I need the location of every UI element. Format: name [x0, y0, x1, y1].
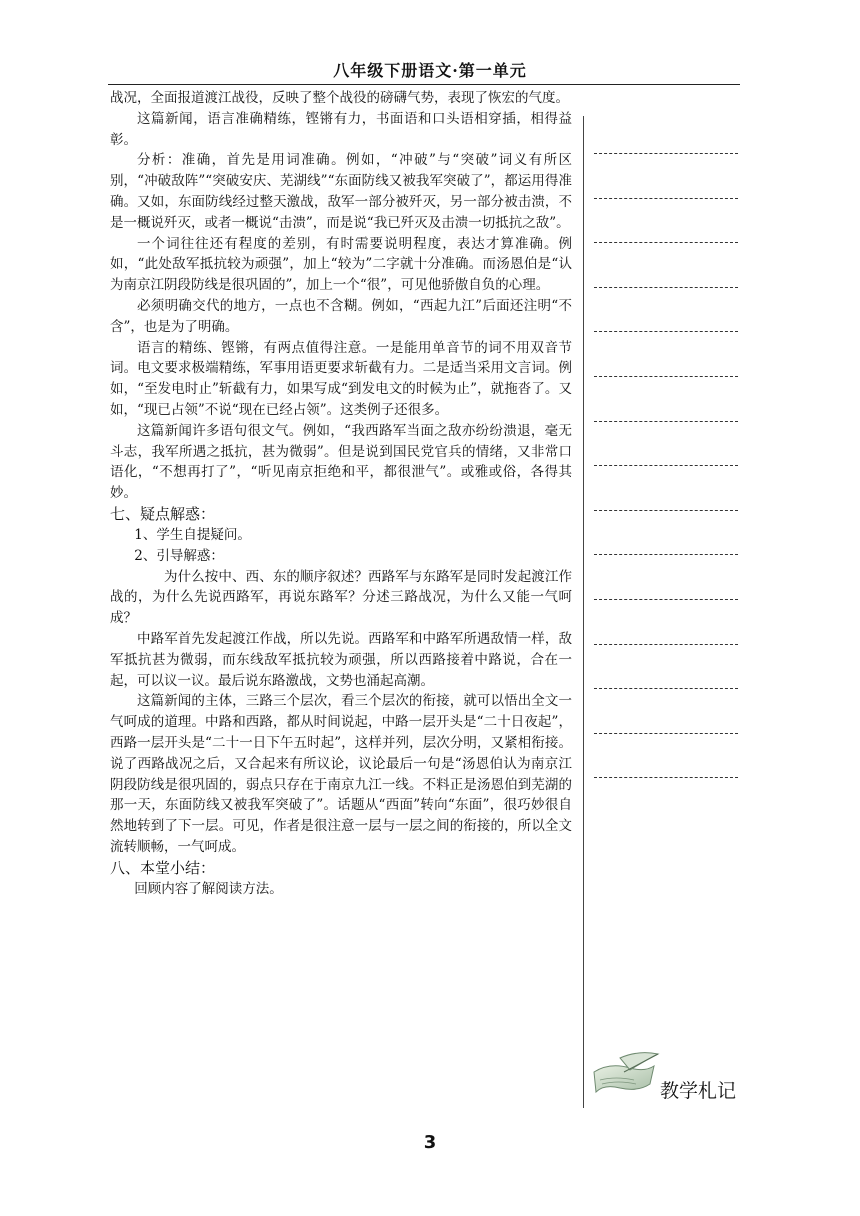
paragraph: 这篇新闻，语言准确精练，铿锵有力，书面语和口头语相穿插，相得益彰。: [110, 110, 572, 148]
note-line: [594, 554, 738, 555]
teaching-notes-label: 教学札记: [660, 1080, 737, 1102]
question-paragraph: 为什么按中、西、东的顺序叙述？西路军与东路军是同时发起渡江作战的，为什么先说西路军，再说东路军？分述三路战况，为什么又能一气呵成？: [110, 568, 572, 627]
paragraph: 一个词往往还有程度的差别，有时需要说明程度，表达才算准确。例如，“此处敌军抵抗较为顽强”，加上“较为”二字就十分准确。而汤恩伯是“认为南京江阴段防线是很巩固的”，加上一个“很”，可见他骄傲自负的心理。: [110, 235, 572, 294]
section-heading-7: 七、疑点解惑：: [110, 504, 216, 523]
note-line: [594, 510, 738, 511]
page-number: 3: [423, 1132, 437, 1153]
margin-divider: [583, 116, 584, 1108]
quill-paper-icon: [590, 1050, 660, 1102]
note-line: [594, 599, 738, 600]
teaching-notes-lines: [594, 153, 738, 822]
note-line: [594, 242, 738, 243]
note-line: [594, 421, 738, 422]
note-line: [594, 198, 738, 199]
list-item: 1、学生自提疑问。: [134, 526, 251, 543]
note-line: [594, 777, 738, 778]
section-heading-8: 八、本堂小结：: [110, 858, 216, 877]
paragraph: 战况，全面报道渡江战役，反映了整个战役的磅礴气势，表现了恢宏的气度。: [110, 90, 569, 106]
summary-text: 回顾内容了解阅读方法。: [134, 880, 283, 897]
answer-paragraph: 这篇新闻的主体，三路三个层次，看三个层次的衔接，就可以悟出全文一气呵成的道理。中路和西路，都从时间说起，中路一层开头是“二十日夜起”，西路一层开头是“二十一日下午五时起”，这样并列，层次分明，又紧相衔接。说了西路战况之后，又合起来有所议论，议论最后一句是“汤恩伯认为南京江阴段防线是很巩固的，弱点只存在于南京九江一线。不料正是汤恩伯到芜湖的那一天，东面防线又被我军突破了”。话题从“西面”转向“东面”，很巧妙很自然地转到了下一层。可见，作者是很注意一层与一层之间的衔接的，所以全文流转顺畅，一气呵成。: [110, 693, 572, 855]
note-line: [594, 376, 738, 377]
paragraph: 必须明确交代的地方，一点也不含糊。例如，“西起九江”后面还注明“不含”，也是为了明确。: [110, 297, 572, 335]
note-line: [594, 465, 738, 466]
note-line: [594, 331, 738, 332]
note-line: [594, 287, 738, 288]
main-content: [110, 88, 572, 899]
paragraph: 语言的精练、铿锵，有两点值得注意。一是能用单音节的词不用双音节词。电文要求极端精练，军事用语更要求斩截有力。二是适当采用文言词。例如，“至发电时止”斩截有力，如果写成“到发电文的时候为止”，就拖沓了。又如，“现已占领”不说“现在已经占领”。这类例子还很多。: [110, 339, 572, 418]
paragraph: 分析：准确，首先是用词准确。例如，“冲破”与“突破”词义有所区别，“冲破敌阵”“突破安庆、芜湖线”“东面防线又被我军突破了”，都运用得准确。又如，东面防线经过整天激战，敌军一部分被歼灭，另一部分被击溃，不是一概说歼灭，或者一概说“击溃”，而是说“我已歼灭及击溃一切抵抗之敌”。: [110, 152, 572, 231]
note-line: [594, 153, 738, 154]
page-header-title: 八年级下册语文·第一单元: [333, 61, 527, 80]
answer-paragraph: 中路军首先发起渡江作战，所以先说。西路军和中路军所遇敌情一样，敌军抵抗甚为微弱，而东线敌军抵抗较为顽强，所以西路接着中路说，合在一起，可以议一议。最后说东路激战，文势也涌起高潮。: [110, 630, 572, 689]
paragraph: 这篇新闻许多语句很文气。例如，“我西路军当面之敌亦纷纷溃退，毫无斗志，我军所遇之抵抗，甚为微弱”。但是说到国民党官兵的情绪，又非常口语化，“不想再打了”，“听见南京拒绝和平，都很泄气”。或雅或俗，各得其妙。: [110, 422, 572, 502]
note-line: [594, 644, 738, 645]
header-divider: [108, 84, 740, 85]
teaching-notes-badge: [590, 1050, 750, 1110]
note-line: [594, 733, 738, 734]
list-item: 2、引导解惑：: [134, 547, 224, 564]
note-line: [594, 688, 738, 689]
